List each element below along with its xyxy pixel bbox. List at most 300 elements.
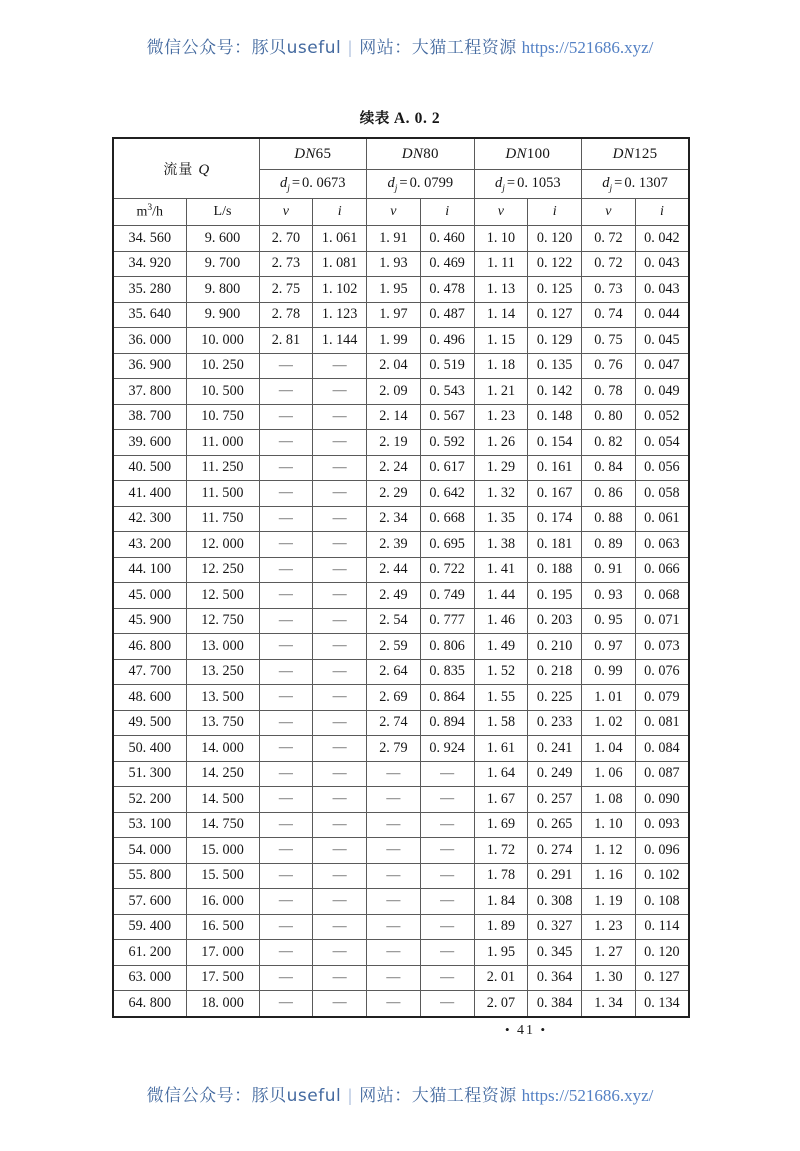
dj-number: 0. 0799 bbox=[409, 174, 454, 191]
table-cell: — bbox=[259, 557, 313, 583]
table-cell: 0. 265 bbox=[528, 812, 582, 838]
table-cell: 0. 460 bbox=[420, 226, 474, 252]
page-dot-right: • bbox=[540, 1022, 548, 1037]
table-cell: 0. 894 bbox=[420, 710, 474, 736]
table-cell: 2. 81 bbox=[259, 328, 313, 354]
table-cell: 12. 750 bbox=[186, 608, 259, 634]
table-cell: 1. 64 bbox=[474, 761, 528, 787]
table-cell: — bbox=[313, 914, 367, 940]
table-row bbox=[113, 710, 689, 736]
table-cell: 12. 000 bbox=[186, 532, 259, 558]
dj-number: 0. 1053 bbox=[517, 174, 561, 191]
table-cell: 1. 61 bbox=[474, 736, 528, 762]
table-cell: 1. 52 bbox=[474, 659, 528, 685]
dj-symbol: d bbox=[387, 174, 395, 191]
table-cell: — bbox=[420, 812, 474, 838]
table-cell: 0. 071 bbox=[635, 608, 689, 634]
table-cell: — bbox=[313, 659, 367, 685]
table-cell: 0. 210 bbox=[528, 634, 582, 660]
table-row bbox=[113, 277, 689, 303]
table-cell: 0. 090 bbox=[635, 787, 689, 813]
table-cell: 45. 900 bbox=[113, 608, 186, 634]
flow-rate-label: 流量 bbox=[163, 161, 194, 178]
table-cell: 0. 364 bbox=[528, 965, 582, 991]
table-cell: 10. 250 bbox=[186, 353, 259, 379]
table-cell: 0. 73 bbox=[582, 277, 636, 303]
table-cell: — bbox=[259, 608, 313, 634]
table-cell: 0. 617 bbox=[420, 455, 474, 481]
table-cell: — bbox=[420, 787, 474, 813]
table-cell: — bbox=[259, 481, 313, 507]
table-cell: 15. 000 bbox=[186, 838, 259, 864]
table-cell: — bbox=[259, 889, 313, 915]
table-cell: — bbox=[259, 455, 313, 481]
dj-equals: = bbox=[399, 174, 408, 191]
page-number-footer bbox=[0, 1022, 800, 1039]
table-cell: 47. 700 bbox=[113, 659, 186, 685]
table-cell: 1. 91 bbox=[367, 226, 421, 252]
table-cell: 0. 384 bbox=[528, 991, 582, 1017]
table-cell: — bbox=[313, 940, 367, 966]
table-cell: 35. 280 bbox=[113, 277, 186, 303]
table-cell: 0. 188 bbox=[528, 557, 582, 583]
table-cell: — bbox=[313, 965, 367, 991]
table-cell: — bbox=[313, 506, 367, 532]
page-number: 41 bbox=[517, 1023, 535, 1038]
table-cell: 1. 02 bbox=[582, 710, 636, 736]
table-cell: 0. 134 bbox=[635, 991, 689, 1017]
table-cell: — bbox=[259, 634, 313, 660]
table-cell: 1. 10 bbox=[474, 226, 528, 252]
table-cell: 0. 72 bbox=[582, 251, 636, 277]
table-cell: — bbox=[259, 430, 313, 456]
table-cell: 1. 11 bbox=[474, 251, 528, 277]
table-row bbox=[113, 379, 689, 405]
table-cell: 2. 01 bbox=[474, 965, 528, 991]
table-cell: 0. 99 bbox=[582, 659, 636, 685]
table-row bbox=[113, 532, 689, 558]
flow-table-container bbox=[112, 137, 688, 1018]
table-cell: — bbox=[259, 685, 313, 711]
dj-symbol: d bbox=[279, 174, 288, 191]
unit-per-hour: /h bbox=[152, 204, 164, 220]
table-row bbox=[113, 328, 689, 354]
table-cell: 0. 081 bbox=[635, 710, 689, 736]
table-cell: 9. 900 bbox=[186, 302, 259, 328]
table-cell: 0. 78 bbox=[582, 379, 636, 405]
table-cell: 37. 800 bbox=[113, 379, 186, 405]
table-cell: — bbox=[367, 965, 421, 991]
watermark-separator: | bbox=[348, 1085, 353, 1105]
table-cell: 0. 668 bbox=[420, 506, 474, 532]
flow-rate-table bbox=[112, 137, 690, 1018]
table-cell: — bbox=[313, 710, 367, 736]
table-cell: — bbox=[313, 736, 367, 762]
table-cell: 53. 100 bbox=[113, 812, 186, 838]
table-cell: 0. 241 bbox=[528, 736, 582, 762]
table-cell: 1. 99 bbox=[367, 328, 421, 354]
table-cell: 1. 23 bbox=[474, 404, 528, 430]
table-row bbox=[113, 659, 689, 685]
table-cell: 0. 225 bbox=[528, 685, 582, 711]
table-cell: — bbox=[259, 404, 313, 430]
table-cell: 54. 000 bbox=[113, 838, 186, 864]
table-cell: 9. 700 bbox=[186, 251, 259, 277]
table-cell: — bbox=[313, 455, 367, 481]
table-cell: 2. 24 bbox=[367, 455, 421, 481]
table-cell: — bbox=[259, 914, 313, 940]
table-cell: — bbox=[367, 889, 421, 915]
table-cell: 36. 000 bbox=[113, 328, 186, 354]
table-cell: 1. 95 bbox=[367, 277, 421, 303]
table-cell: — bbox=[259, 838, 313, 864]
dn-size: 125 bbox=[634, 145, 658, 162]
table-cell: 0. 045 bbox=[635, 328, 689, 354]
table-cell: — bbox=[420, 991, 474, 1017]
dn-prefix: DN bbox=[401, 145, 424, 162]
table-cell: 1. 123 bbox=[313, 302, 367, 328]
dj-equals: = bbox=[291, 174, 301, 191]
subheader-i-dn100: i bbox=[528, 199, 582, 226]
table-cell: 1. 89 bbox=[474, 914, 528, 940]
dj-value-dn65 bbox=[259, 170, 367, 199]
table-cell: — bbox=[367, 812, 421, 838]
table-cell: 0. 82 bbox=[582, 430, 636, 456]
table-cell: — bbox=[420, 940, 474, 966]
table-cell: — bbox=[367, 914, 421, 940]
table-body bbox=[113, 226, 689, 1017]
table-cell: 0. 102 bbox=[635, 863, 689, 889]
table-cell: 44. 100 bbox=[113, 557, 186, 583]
dn-prefix: DN bbox=[612, 145, 635, 162]
dn-prefix: DN bbox=[505, 145, 527, 162]
table-cell: 0. 120 bbox=[528, 226, 582, 252]
table-cell: 0. 058 bbox=[635, 481, 689, 507]
table-cell: 1. 12 bbox=[582, 838, 636, 864]
table-cell: 14. 750 bbox=[186, 812, 259, 838]
subheader-v-dn125: v bbox=[582, 199, 636, 226]
table-cell: 0. 469 bbox=[420, 251, 474, 277]
table-cell: 0. 042 bbox=[635, 226, 689, 252]
table-cell: 0. 249 bbox=[528, 761, 582, 787]
table-cell: — bbox=[259, 506, 313, 532]
table-cell: 0. 096 bbox=[635, 838, 689, 864]
subheader-v-dn80: v bbox=[367, 199, 421, 226]
table-cell: 0. 95 bbox=[582, 608, 636, 634]
table-cell: 0. 75 bbox=[582, 328, 636, 354]
table-row bbox=[113, 353, 689, 379]
table-cell: 0. 114 bbox=[635, 914, 689, 940]
dj-value-dn100 bbox=[474, 170, 582, 199]
table-cell: 1. 35 bbox=[474, 506, 528, 532]
table-row bbox=[113, 404, 689, 430]
table-row bbox=[113, 583, 689, 609]
table-cell: 0. 84 bbox=[582, 455, 636, 481]
table-cell: 0. 161 bbox=[528, 455, 582, 481]
table-cell: 0. 308 bbox=[528, 889, 582, 915]
table-cell: — bbox=[259, 583, 313, 609]
table-cell: 2. 69 bbox=[367, 685, 421, 711]
table-cell: 1. 10 bbox=[582, 812, 636, 838]
table-row bbox=[113, 838, 689, 864]
table-cell: — bbox=[313, 557, 367, 583]
table-row bbox=[113, 889, 689, 915]
table-cell: 0. 044 bbox=[635, 302, 689, 328]
watermark-site-label: 网站：大猫工程资源 bbox=[359, 1086, 517, 1106]
table-cell: — bbox=[420, 863, 474, 889]
table-cell: 0. 233 bbox=[528, 710, 582, 736]
table-cell: 0. 496 bbox=[420, 328, 474, 354]
table-cell: 42. 300 bbox=[113, 506, 186, 532]
table-cell: 0. 093 bbox=[635, 812, 689, 838]
table-cell: 0. 167 bbox=[528, 481, 582, 507]
table-cell: 11. 750 bbox=[186, 506, 259, 532]
table-cell: 0. 864 bbox=[420, 685, 474, 711]
table-cell: — bbox=[367, 863, 421, 889]
table-row bbox=[113, 481, 689, 507]
table-cell: 0. 181 bbox=[528, 532, 582, 558]
table-cell: 13. 250 bbox=[186, 659, 259, 685]
table-cell: 0. 047 bbox=[635, 353, 689, 379]
table-cell: 1. 06 bbox=[582, 761, 636, 787]
table-cell: — bbox=[259, 532, 313, 558]
table-cell: 2. 79 bbox=[367, 736, 421, 762]
table-cell: — bbox=[313, 685, 367, 711]
table-cell: 0. 043 bbox=[635, 251, 689, 277]
table-cell: — bbox=[313, 404, 367, 430]
table-cell: — bbox=[313, 608, 367, 634]
table-cell: 0. 129 bbox=[528, 328, 582, 354]
table-cell: 0. 74 bbox=[582, 302, 636, 328]
table-cell: 11. 000 bbox=[186, 430, 259, 456]
table-cell: — bbox=[259, 659, 313, 685]
dj-equals: = bbox=[614, 174, 623, 191]
table-cell: 0. 806 bbox=[420, 634, 474, 660]
table-cell: 1. 04 bbox=[582, 736, 636, 762]
dj-subscript: j bbox=[394, 183, 398, 194]
dj-symbol: d bbox=[494, 174, 503, 191]
table-cell: 13. 000 bbox=[186, 634, 259, 660]
table-cell: 0. 567 bbox=[420, 404, 474, 430]
table-cell: — bbox=[259, 863, 313, 889]
subheader-i-dn65: i bbox=[313, 199, 367, 226]
table-cell: 0. 291 bbox=[528, 863, 582, 889]
table-cell: 39. 600 bbox=[113, 430, 186, 456]
table-cell: 0. 88 bbox=[582, 506, 636, 532]
group-header-dn125 bbox=[582, 138, 690, 170]
title-prefix: 续表 bbox=[359, 111, 390, 127]
watermark-url: https://521686.xyz/ bbox=[521, 38, 654, 57]
table-cell: 46. 800 bbox=[113, 634, 186, 660]
table-cell: 55. 800 bbox=[113, 863, 186, 889]
table-cell: 0. 066 bbox=[635, 557, 689, 583]
table-cell: 0. 72 bbox=[582, 226, 636, 252]
table-cell: 0. 043 bbox=[635, 277, 689, 303]
unit-exponent: 3 bbox=[147, 203, 153, 214]
group-header-dn65 bbox=[259, 138, 367, 170]
table-cell: 1. 72 bbox=[474, 838, 528, 864]
table-cell: — bbox=[259, 812, 313, 838]
table-cell: 2. 34 bbox=[367, 506, 421, 532]
table-cell: 0. 487 bbox=[420, 302, 474, 328]
table-cell: 0. 073 bbox=[635, 634, 689, 660]
dn-size: 80 bbox=[423, 145, 439, 162]
table-cell: — bbox=[313, 379, 367, 405]
table-cell: 1. 55 bbox=[474, 685, 528, 711]
table-cell: 2. 19 bbox=[367, 430, 421, 456]
table-row bbox=[113, 608, 689, 634]
table-cell: 0. 063 bbox=[635, 532, 689, 558]
dn-size: 65 bbox=[315, 145, 332, 162]
table-cell: 14. 000 bbox=[186, 736, 259, 762]
table-cell: 45. 000 bbox=[113, 583, 186, 609]
table-cell: 0. 054 bbox=[635, 430, 689, 456]
table-cell: 0. 777 bbox=[420, 608, 474, 634]
table-cell: 1. 081 bbox=[313, 251, 367, 277]
table-cell: — bbox=[367, 787, 421, 813]
table-cell: — bbox=[367, 761, 421, 787]
table-cell: 2. 75 bbox=[259, 277, 313, 303]
table-cell: 57. 600 bbox=[113, 889, 186, 915]
table-cell: 0. 195 bbox=[528, 583, 582, 609]
table-cell: 36. 900 bbox=[113, 353, 186, 379]
watermark-site-label: 网站：大猫工程资源 bbox=[359, 38, 517, 58]
table-cell: 16. 500 bbox=[186, 914, 259, 940]
table-row bbox=[113, 430, 689, 456]
watermark-bottom bbox=[0, 1081, 800, 1106]
table-cell: 1. 21 bbox=[474, 379, 528, 405]
table-cell: 61. 200 bbox=[113, 940, 186, 966]
table-row bbox=[113, 991, 689, 1017]
table-cell: 0. 91 bbox=[582, 557, 636, 583]
table-cell: 52. 200 bbox=[113, 787, 186, 813]
table-cell: 0. 695 bbox=[420, 532, 474, 558]
table-cell: 0. 80 bbox=[582, 404, 636, 430]
table-cell: 1. 061 bbox=[313, 226, 367, 252]
table-cell: 34. 560 bbox=[113, 226, 186, 252]
table-cell: 1. 41 bbox=[474, 557, 528, 583]
unit-liters-per-second: L/s bbox=[186, 199, 259, 226]
table-cell: 0. 049 bbox=[635, 379, 689, 405]
table-cell: 1. 58 bbox=[474, 710, 528, 736]
table-cell: 0. 084 bbox=[635, 736, 689, 762]
table-cell: 0. 519 bbox=[420, 353, 474, 379]
table-row bbox=[113, 914, 689, 940]
table-cell: 2. 44 bbox=[367, 557, 421, 583]
table-cell: 0. 135 bbox=[528, 353, 582, 379]
table-cell: 2. 70 bbox=[259, 226, 313, 252]
table-row bbox=[113, 761, 689, 787]
table-row bbox=[113, 685, 689, 711]
table-cell: 1. 46 bbox=[474, 608, 528, 634]
subheader-v-dn100: v bbox=[474, 199, 528, 226]
table-cell: 16. 000 bbox=[186, 889, 259, 915]
dn-size: 100 bbox=[526, 145, 551, 162]
watermark-url: https://521686.xyz/ bbox=[521, 1086, 654, 1105]
subheader-i-dn125: i bbox=[635, 199, 689, 226]
table-cell: 0. 076 bbox=[635, 659, 689, 685]
table-cell: 13. 500 bbox=[186, 685, 259, 711]
table-cell: — bbox=[313, 812, 367, 838]
table-cell: 0. 108 bbox=[635, 889, 689, 915]
table-cell: 41. 400 bbox=[113, 481, 186, 507]
header-row-units bbox=[113, 199, 689, 226]
table-cell: 0. 835 bbox=[420, 659, 474, 685]
dj-symbol: d bbox=[602, 174, 610, 191]
dj-subscript: j bbox=[609, 183, 613, 194]
table-cell: 43. 200 bbox=[113, 532, 186, 558]
table-cell: — bbox=[313, 481, 367, 507]
dj-value-dn80 bbox=[367, 170, 475, 199]
dj-value-dn125 bbox=[582, 170, 690, 199]
table-cell: 2. 49 bbox=[367, 583, 421, 609]
table-cell: 0. 120 bbox=[635, 940, 689, 966]
table-cell: 59. 400 bbox=[113, 914, 186, 940]
table-cell: 1. 44 bbox=[474, 583, 528, 609]
table-cell: 38. 700 bbox=[113, 404, 186, 430]
table-cell: 0. 642 bbox=[420, 481, 474, 507]
table-cell: — bbox=[313, 634, 367, 660]
table-cell: — bbox=[259, 379, 313, 405]
table-cell: 2. 73 bbox=[259, 251, 313, 277]
table-cell: 0. 154 bbox=[528, 430, 582, 456]
table-cell: 2. 64 bbox=[367, 659, 421, 685]
table-cell: 64. 800 bbox=[113, 991, 186, 1017]
watermark-top bbox=[0, 33, 800, 58]
table-cell: 2. 09 bbox=[367, 379, 421, 405]
table-cell: — bbox=[313, 787, 367, 813]
watermark-wechat-label: 微信公众号：豚贝useful bbox=[146, 1086, 342, 1106]
table-cell: — bbox=[313, 991, 367, 1017]
table-cell: 1. 19 bbox=[582, 889, 636, 915]
table-cell: 49. 500 bbox=[113, 710, 186, 736]
watermark-wechat-label: 微信公众号：豚贝useful bbox=[146, 38, 342, 58]
flow-rate-symbol: Q bbox=[198, 161, 210, 178]
table-row bbox=[113, 965, 689, 991]
table-cell: 1. 16 bbox=[582, 863, 636, 889]
table-cell: 1. 49 bbox=[474, 634, 528, 660]
table-cell: 1. 97 bbox=[367, 302, 421, 328]
table-cell: 1. 38 bbox=[474, 532, 528, 558]
table-cell: 0. 97 bbox=[582, 634, 636, 660]
table-cell: 0. 079 bbox=[635, 685, 689, 711]
table-cell: — bbox=[259, 940, 313, 966]
table-cell: — bbox=[259, 736, 313, 762]
flow-rate-header-cell bbox=[113, 138, 259, 199]
table-cell: — bbox=[313, 532, 367, 558]
table-cell: 2. 04 bbox=[367, 353, 421, 379]
table-cell: 2. 54 bbox=[367, 608, 421, 634]
table-cell: — bbox=[259, 787, 313, 813]
table-row bbox=[113, 251, 689, 277]
table-cell: 40. 500 bbox=[113, 455, 186, 481]
table-cell: 2. 29 bbox=[367, 481, 421, 507]
table-cell: 1. 95 bbox=[474, 940, 528, 966]
table-cell: 35. 640 bbox=[113, 302, 186, 328]
table-cell: 48. 600 bbox=[113, 685, 186, 711]
table-cell: 0. 86 bbox=[582, 481, 636, 507]
dj-number: 0. 0673 bbox=[302, 174, 346, 191]
table-cell: 0. 127 bbox=[635, 965, 689, 991]
table-cell: — bbox=[367, 838, 421, 864]
title-number: A. 0. 2 bbox=[393, 110, 441, 127]
table-cell: 2. 39 bbox=[367, 532, 421, 558]
table-cell: 0. 122 bbox=[528, 251, 582, 277]
dj-number: 0. 1307 bbox=[624, 174, 668, 191]
table-cell: 1. 34 bbox=[582, 991, 636, 1017]
table-cell: 63. 000 bbox=[113, 965, 186, 991]
table-cell: 1. 27 bbox=[582, 940, 636, 966]
